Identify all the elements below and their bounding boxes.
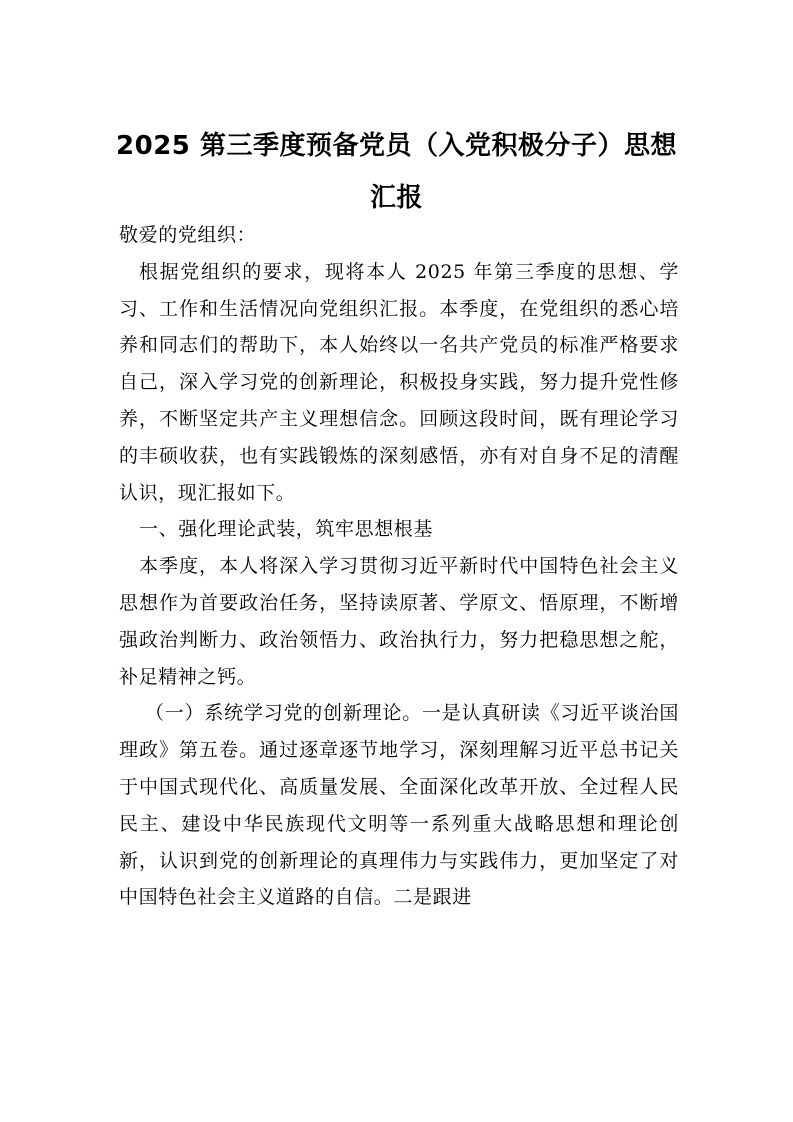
document-body bbox=[119, 217, 679, 916]
paragraph-intro: 根据党组织的要求，现将本人 2025 年第三季度的思想、学习、工作和生活情况向党组织汇报。本季度，在党组织的悉心培养和同志们的帮助下，本人始终以一名共产党员的标准严格要求自己，深入学习党的创新理论，积极投身实践，努力提升党性修养，不断坚定共产主义理想信念。回顾这段时间，既有理论学习的丰硕收获，也有实践锻炼的深刻感悟，亦有对自身不足的清醒认识，现汇报如下。 bbox=[119, 260, 679, 504]
document-title: 2025 第三季度预备党员（入党积极分子）思想汇报 bbox=[116, 131, 677, 213]
paragraph-subsection-1: （一）系统学习党的创新理论。一是认真研读《习近平谈治国理政》第五卷。通过逐章逐节地学习，深刻理解习近平总书记关于中国式现代化、高质量发展、全面深化改革开放、全过程人民民主、建设中华民族现代文明等一系列重大战略思想和理论创新，认识到党的创新理论的真理伟力与实践伟力，更加坚定了对中国特色社会主义道路的自信。二是跟进 bbox=[119, 702, 679, 909]
section-heading-1: 一、强化理论武装，筑牢思想根基 bbox=[139, 518, 434, 541]
salutation: 敬爱的党组织： bbox=[119, 224, 257, 246]
paragraph-section-1: 本季度，本人将深入学习贯彻习近平新时代中国特色社会主义思想作为首要政治任务，坚持读原著、学原文、悟原理，不断增强政治判断力、政治领悟力、政治执行力，努力把稳思想之舵，补足精神之钙。 bbox=[119, 555, 679, 688]
